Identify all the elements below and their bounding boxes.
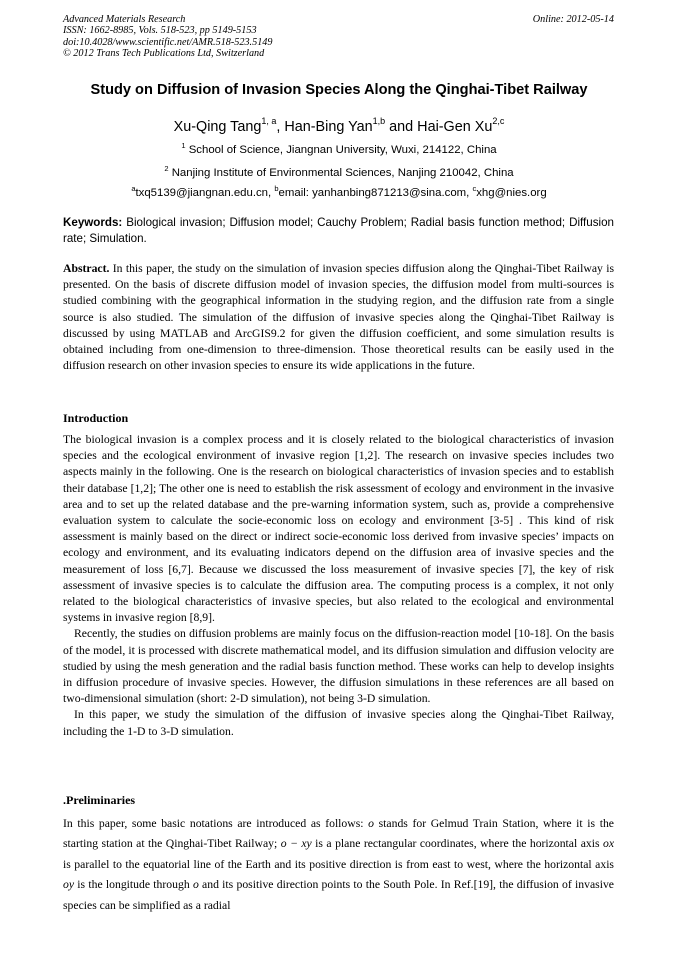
section-heading-preliminaries: .Preliminaries [63, 793, 136, 807]
math-symbol: o − xy [280, 837, 312, 851]
abstract-text: In this paper, the study on the simulation of invasion species diffusion along the Qinghai-Tibet Railway is presented. On the basis of discrete diffusion model of invasion species, the diffusion model from multi-sources is studied combining with the geographical information in the studying region, and the diffusion rate from a single source is also studied. The simulation of the diffusion of invasive species along the Qinghai-Tibet Railway is discussed by using MATLAB and ArcGIS9.2 for given the diffusion coefficient, and some simulation results is obtained including from one-dimension to three-dimension. Those theoretical results can be easily used in the diffusion research on other invasion species to ensure its wide applications in the future. [63, 262, 614, 373]
text: stands for Gelmud Train Station, where it is the starting station at the Qinghai-Tibet Railway; [63, 817, 614, 851]
paper-title: Study on Diffusion of Invasion Species Along the Qinghai-Tibet Railway [90, 82, 588, 98]
affiliation [40, 162, 638, 180]
abstract-label: Abstract. [63, 262, 110, 275]
math-symbol: o [368, 817, 374, 830]
journal-issn: ISSN: 1662-8985, Vols. 518-523, pp 5149-5153 [63, 25, 257, 37]
keywords [63, 215, 614, 247]
author-separator: , [276, 118, 285, 135]
email-mark: b [274, 184, 279, 193]
author-affil-mark: 1,b [372, 116, 386, 126]
keywords-label: Keywords: [63, 216, 123, 229]
affiliation-mark: 2 [164, 164, 169, 173]
keywords-text: Biological invasion; Diffusion model; Cauchy Problem; Radial basis function method; Diffusion rate; Simulation. [63, 216, 614, 245]
affiliation-mark: 1 [181, 141, 186, 150]
paragraph: The biological invasion is a complex process and it is closely related to the biological characteristics of invasion species and the ecological environment of invasive region [1,2]. The research on invasive species includes two aspects mainly in the following. One is the research on biological characteristics of invasion species and to establish their database [1,2]; The other one is need to establish the risk assessment of ecology and environment in the invasive area and to set up the related database and the pre-warning information system, such as, provide a comprehensive evaluation system to calculate the socie-economic loss on ecology and environment [3-5] . This kind of risk assessment is mainly based on the direct or indirect socie-economic loss derived from invasive species’ impacts on ecology and environment, and its evaluating indicators depend on the diffusion area of invasive species and the measurement of loss [6,7]. Because we discussed the loss measurement of invasive species [7], the key of risk assessment of invasive species is to calculate the diffusion area. The computing process is a complex, it not only related to the biological characteristics of invasive species, but also related to the ecological and environmental systems in invasive region [8,9]. [63, 433, 614, 625]
journal-meta [63, 14, 272, 60]
author-name: Hai-Gen Xu [417, 118, 493, 135]
paragraph: In this paper, we study the simulation of the diffusion of invasive species along the Qinghai-Tibet Railway, including the 1-D to 3-D simulation. [63, 708, 614, 738]
preliminaries-body [63, 814, 614, 916]
text: is parallel to the equatorial line of the Earth and its positive direction is from east to west, where the horizontal axis [63, 857, 614, 871]
author-affil-mark: 1, a [261, 116, 277, 126]
affiliation-text: School of Science, Jiangnan University, Wuxi, 214122, China [188, 143, 497, 156]
text: is the longitude through [74, 878, 193, 892]
math-symbol: ox [602, 837, 615, 851]
author-list [40, 113, 638, 136]
affiliation-text: Nanjing Institute of Environmental Sciences, Nanjing 210042, China [171, 166, 514, 179]
paragraph: Recently, the studies on diffusion problems are mainly focus on the diffusion-reaction model [10-18]. On the basis of the model, it is processed with discrete mathematical model, and its diffusion simulation and diffusion velocity are studied by using the mesh generation and the radial basis function method. These works can help to develop insights in diffusion procedure of invasive species. However, the diffusion simulations in these references are all based on two-dimensional simulation (short: 2-D simulation), not being 3-D simulation. [63, 627, 614, 706]
journal-name: Advanced Materials Research [63, 14, 186, 25]
abstract [63, 261, 614, 374]
email-text: email: yanhanbing871213@sina.com, [278, 186, 473, 199]
author-name: Xu-Qing Tang [173, 118, 262, 135]
math-symbol: o [192, 878, 199, 892]
journal-copyright: © 2012 Trans Tech Publications Ltd, Switzerland [63, 48, 265, 60]
author-name: Han-Bing Yan [284, 118, 373, 135]
email-text: xhg@nies.org [476, 186, 547, 199]
text: is a plane rectangular coordinates, where the horizontal axis [311, 837, 603, 851]
email-mark: c [472, 184, 477, 193]
author-separator: and [385, 118, 418, 135]
email-mark: a [131, 184, 136, 193]
text: In this paper, some basic notations are introduced as follows: [63, 817, 369, 830]
email-text: txq5139@jiangnan.edu.cn, [135, 186, 275, 199]
email-line [40, 182, 638, 200]
introduction-body [63, 432, 614, 740]
affiliation [40, 139, 638, 157]
online-date: Online: 2012-05-14 [532, 14, 614, 25]
journal-doi: doi:10.4028/www.scientific.net/AMR.518-523.5149 [63, 36, 273, 48]
section-heading-introduction: Introduction [63, 411, 129, 425]
author-affil-mark: 2,c [492, 116, 505, 126]
text: and its positive direction points to the South Pole. In Ref.[19], the diffusion of invasive species can be simplified as a radial [63, 878, 614, 912]
math-symbol: oy [63, 878, 75, 892]
